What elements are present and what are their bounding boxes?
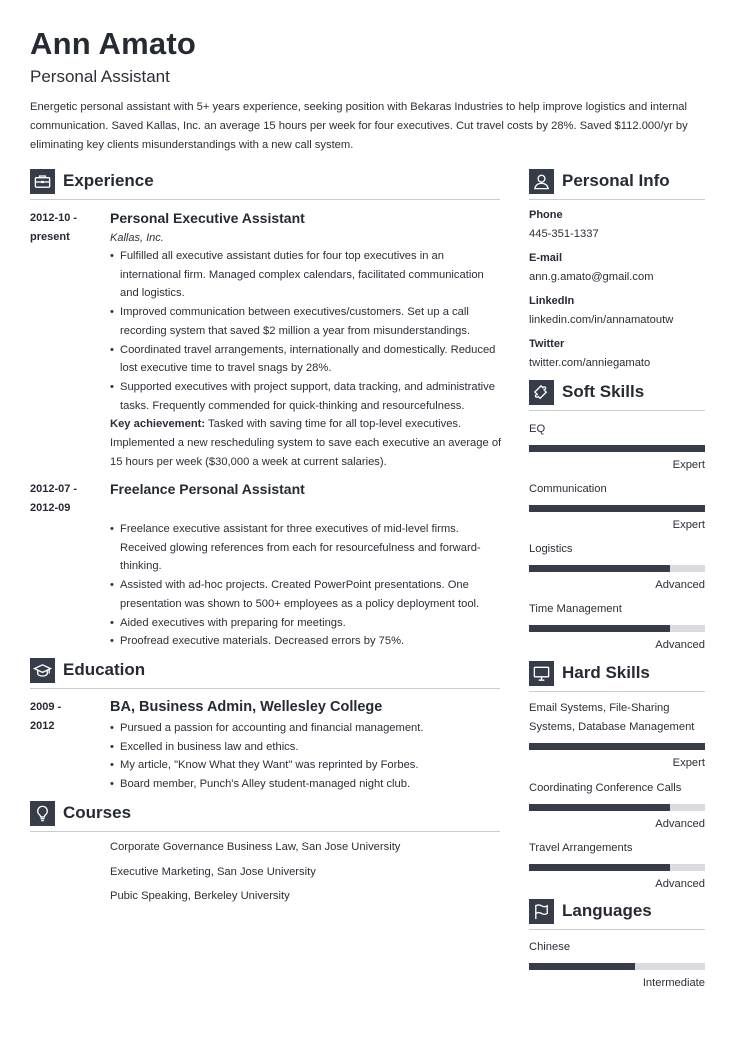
job-1-key-achievement: Key achievement: Tasked with saving time for all top-level executives. Implemented a new rescheduling system to save each executive an average of 15 hours per week ($30,000 a week at current salaries). bbox=[110, 418, 502, 468]
languages-title: Languages bbox=[562, 901, 652, 920]
course-item: Corporate Governance Business Law, San Jose University bbox=[110, 841, 401, 853]
soft-skills-title: Soft Skills bbox=[562, 382, 645, 401]
skill-bar bbox=[529, 804, 705, 811]
job-2-title: Freelance Personal Assistant bbox=[110, 481, 305, 497]
skill-communication: Communication Expert bbox=[529, 483, 705, 531]
education-header bbox=[30, 658, 500, 689]
monitor-icon bbox=[529, 661, 554, 686]
skill-email-systems: Email Systems, File-Sharing Systems, Database Management Expert bbox=[529, 702, 705, 769]
bullet-item: • Fulfilled all executive assistant duties for four top executives in an international firm. Managed complex calendars, facilitated communication and logistics. bbox=[110, 247, 502, 303]
experience-title: Experience bbox=[63, 171, 154, 190]
bullet-item: • Aided executives with preparing for meetings. bbox=[110, 614, 502, 633]
skill-level: Advanced bbox=[655, 639, 705, 651]
bullet-item: • Assisted with ad-hoc projects. Created PowerPoint presentations. One presentation was shown to 500+ employees as a policy deployment tool. bbox=[110, 576, 502, 613]
puzzle-icon bbox=[529, 380, 554, 405]
course-item: Executive Marketing, San Jose University bbox=[110, 866, 316, 878]
language-chinese: Chinese Intermediate bbox=[529, 941, 705, 989]
skill-level: Intermediate bbox=[642, 977, 705, 989]
job-2-bullets bbox=[110, 520, 502, 651]
candidate-title: Personal Assistant bbox=[30, 67, 170, 86]
skill-eq: EQ Expert bbox=[529, 423, 705, 471]
skill-bar bbox=[529, 625, 705, 632]
linkedin-value[interactable]: linkedin.com/in/annamatoutw bbox=[529, 314, 674, 326]
phone-label: Phone bbox=[529, 209, 563, 221]
bullet-item: • My article, "Know What they Want" was reprinted by Forbes. bbox=[110, 756, 502, 775]
education-entry bbox=[110, 698, 502, 794]
education-degree: BA, Business Admin, Wellesley College bbox=[110, 699, 383, 715]
bullet-item: • Pursued a passion for accounting and financial management. bbox=[110, 719, 502, 738]
linkedin-label: LinkedIn bbox=[529, 295, 575, 307]
bullet-item: • Excelled in business law and ethics. bbox=[110, 738, 502, 757]
education-dates: 2009 - 2012 bbox=[30, 701, 62, 732]
briefcase-icon bbox=[30, 169, 55, 194]
skill-level: Expert bbox=[672, 519, 705, 531]
soft-skills-header bbox=[529, 380, 705, 411]
job-1-title: Personal Executive Assistant bbox=[110, 210, 305, 226]
education-bullets bbox=[110, 719, 502, 794]
skill-bar bbox=[529, 963, 705, 970]
course-item: Pubic Speaking, Berkeley University bbox=[110, 890, 290, 902]
hard-skills-header bbox=[529, 661, 705, 692]
personal-info-title: Personal Info bbox=[562, 171, 670, 190]
skill-travel-arrangements: Travel Arrangements Advanced bbox=[529, 842, 705, 890]
languages-header bbox=[529, 899, 705, 930]
graduation-cap-icon bbox=[30, 658, 55, 683]
skill-level: Advanced bbox=[655, 878, 705, 890]
bullet-item: • Supported executives with project support, data tracking, and administrative tasks. Frequently commended for quick-thinking and resourcefulness. bbox=[110, 378, 502, 415]
skill-time-management: Time Management Advanced bbox=[529, 603, 705, 651]
skill-level: Advanced bbox=[655, 579, 705, 591]
twitter-value[interactable]: twitter.com/anniegamato bbox=[529, 357, 651, 369]
lightbulb-icon bbox=[30, 801, 55, 826]
summary-text: Energetic personal assistant with 5+ years experience, seeking position with Bekaras Industries to help improve logistics and internal communication. Saved Kallas, Inc. an average 15 hours per week for four executives. Cut travel costs by 28%. Saved $112.000/yr by eliminating key clients misunderstandings with a new call system. bbox=[30, 101, 688, 151]
courses-header bbox=[30, 801, 500, 832]
experience-header bbox=[30, 169, 500, 200]
skill-level: Advanced bbox=[655, 818, 705, 830]
flag-icon bbox=[529, 899, 554, 924]
job-1-company: Kallas, Inc. bbox=[110, 232, 164, 244]
education-title: Education bbox=[63, 660, 146, 679]
personal-info-header bbox=[529, 169, 705, 200]
bullet-item: • Board member, Punch's Alley student-managed night club. bbox=[110, 775, 502, 794]
bullet-item: • Improved communication between executives/customers. Set up a call recording system that saved $2 million a year from misunderstandings. bbox=[110, 303, 502, 340]
user-icon bbox=[529, 169, 554, 194]
twitter-label: Twitter bbox=[529, 338, 565, 350]
skill-bar bbox=[529, 743, 705, 750]
hard-skills-title: Hard Skills bbox=[562, 663, 650, 682]
email-label: E-mail bbox=[529, 252, 563, 264]
email-value[interactable]: ann.g.amato@gmail.com bbox=[529, 271, 654, 283]
bullet-item: • Coordinated travel arrangements, internationally and domestically. Reduced lost executive time to travel snags by 28%. bbox=[110, 341, 502, 378]
bullet-item: • Proofread executive materials. Decreased errors by 75%. bbox=[110, 632, 502, 651]
skill-bar bbox=[529, 445, 705, 452]
skill-bar bbox=[529, 505, 705, 512]
skill-level: Expert bbox=[672, 459, 705, 471]
skill-conference-calls: Coordinating Conference Calls Advanced bbox=[529, 782, 705, 830]
job-2 bbox=[110, 480, 502, 651]
skill-level: Expert bbox=[672, 757, 705, 769]
job-2-dates: 2012-07 - 2012-09 bbox=[30, 483, 78, 514]
job-1-bullets bbox=[110, 247, 502, 415]
skill-bar bbox=[529, 864, 705, 871]
candidate-name: Ann Amato bbox=[30, 26, 196, 61]
job-1-dates: 2012-10 - present bbox=[30, 212, 78, 243]
skill-bar bbox=[529, 565, 705, 572]
courses-title: Courses bbox=[63, 803, 132, 822]
phone-value: 445-351-1337 bbox=[529, 228, 599, 240]
job-1 bbox=[110, 209, 502, 471]
bullet-item: • Freelance executive assistant for three executives of mid-level firms. Received glowing references from each for resourcefulness and forward-thinking. bbox=[110, 520, 502, 576]
skill-logistics: Logistics Advanced bbox=[529, 543, 705, 591]
